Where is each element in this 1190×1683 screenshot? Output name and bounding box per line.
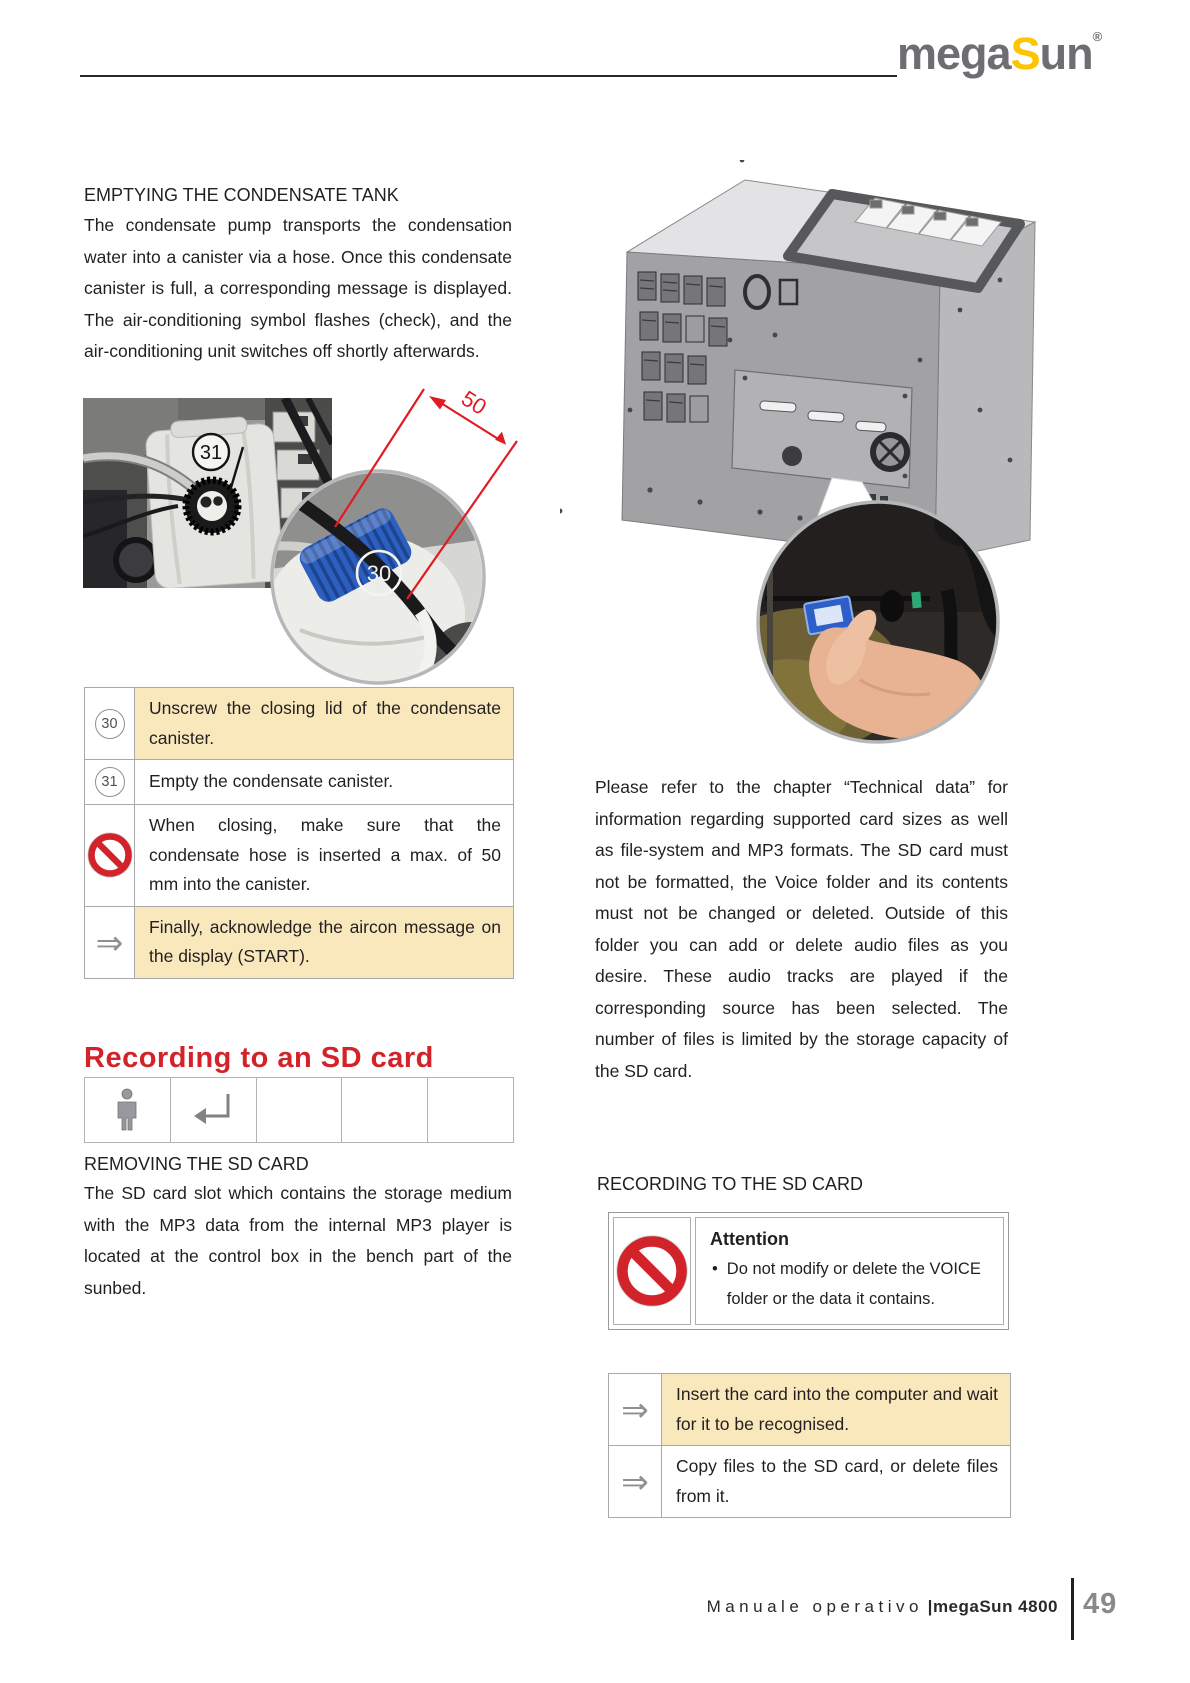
chapter-title-recording: Recording to an SD card <box>84 1042 434 1074</box>
logo-text-mega: mega <box>897 28 1011 79</box>
table-row <box>609 1374 1010 1445</box>
table-row <box>609 1445 1010 1517</box>
step-text: When closing, make sure that the condensate hose is inserted a max. of 50 mm into the canister. <box>149 815 501 894</box>
attention-bullet-text: Do not modify or delete the VOICE folder or the data it contains. <box>726 1260 981 1308</box>
bullet-icon: • <box>712 1260 718 1278</box>
brand-logo <box>897 28 1103 79</box>
footer-divider <box>1071 1578 1074 1640</box>
svg-text:50: 50 <box>456 385 491 420</box>
step-number-31-icon: 31 <box>95 767 125 797</box>
pictogram-cell <box>85 1078 170 1142</box>
sd-card-steps-table <box>608 1373 1011 1518</box>
registered-mark: ® <box>1092 29 1103 44</box>
logo-text-accent: S <box>1010 28 1040 79</box>
pictogram-strip <box>84 1077 514 1143</box>
inset-photo-closing-lid <box>265 469 514 692</box>
paragraph-sd-slot: The SD card slot which contains the storage medium with the MP3 data from the internal MP3 player is located at the control box in the bench part of the sunbed. <box>84 1183 512 1298</box>
step-text: Empty the condensate canister. <box>149 771 394 792</box>
step-text: Unscrew the closing lid of the condensate canister. <box>135 688 513 759</box>
step-text: Copy files to the SD card, or delete files from it. <box>676 1456 998 1506</box>
header-rule <box>80 75 897 77</box>
footer <box>0 1597 1058 1617</box>
section-title-removing: REMOVING THE SD CARD <box>84 1154 309 1174</box>
condensate-steps-table <box>84 687 514 979</box>
step-text: Finally, acknowledge the aircon message on the display (START). <box>135 907 513 978</box>
logo-text-un: un <box>1039 28 1093 79</box>
step-number-30-icon: 30 <box>95 709 125 739</box>
footer-separator: | <box>927 1597 933 1616</box>
prohibition-icon <box>615 1234 689 1308</box>
prohibition-icon <box>87 832 133 878</box>
attention-title: Attention <box>710 1229 789 1249</box>
inset-photo-sd-card <box>708 502 1002 748</box>
pictogram-cell-empty <box>341 1078 427 1142</box>
page-number: 49 <box>1083 1588 1118 1620</box>
table-row <box>85 759 513 804</box>
paragraph-technical-data: Please refer to the chapter “Technical data” for information regarding supported card sizes as well as file-system and MP3 formats. The SD card must not be formatted, the Voice folder and its contents must not be changed or deleted. Outside of this folder you can add or delete audio files as you desire. These audio tracks are played if the corresponding source has been selected. The number of files is limited by the storage capacity of the SD card. <box>595 777 1008 1081</box>
double-arrow-icon: ⇒ <box>621 1462 649 1501</box>
pictogram-cell-empty <box>427 1078 513 1142</box>
section-title-emptying: EMPTYING THE CONDENSATE TANK <box>84 185 399 205</box>
pictogram-cell <box>170 1078 256 1142</box>
double-arrow-icon: ⇒ <box>621 1390 649 1429</box>
figure-label-31 <box>193 434 229 470</box>
table-row <box>85 688 513 759</box>
pictogram-cell-empty <box>256 1078 342 1142</box>
double-arrow-icon: ⇒ <box>95 922 124 962</box>
control-box-drawing <box>560 160 1035 560</box>
footer-manual-label: Manuale operativo <box>706 1597 923 1616</box>
figure-control-box <box>560 160 1050 748</box>
section-title-recording: RECORDING TO THE SD CARD <box>597 1174 864 1194</box>
step-text: Insert the card into the computer and wait for it to be recognised. <box>662 1374 1010 1445</box>
return-arrow-icon <box>192 1092 234 1128</box>
figure-condensate-canister <box>80 360 530 692</box>
svg-text:31: 31 <box>199 442 223 464</box>
footer-product: megaSun 4800 <box>932 1597 1058 1616</box>
table-row <box>85 804 513 906</box>
table-row <box>85 906 513 978</box>
paragraph-condensate: The condensate pump transports the condensation water into a canister via a hose. Once this condensate canister is full, a corresponding message is displayed. The air-conditioning symbol flashes (check), and the air-conditioning unit switches off shortly afterwards. <box>84 215 512 361</box>
svg-text:30: 30 <box>366 561 392 586</box>
attention-box <box>608 1212 1009 1330</box>
person-icon <box>111 1088 143 1132</box>
